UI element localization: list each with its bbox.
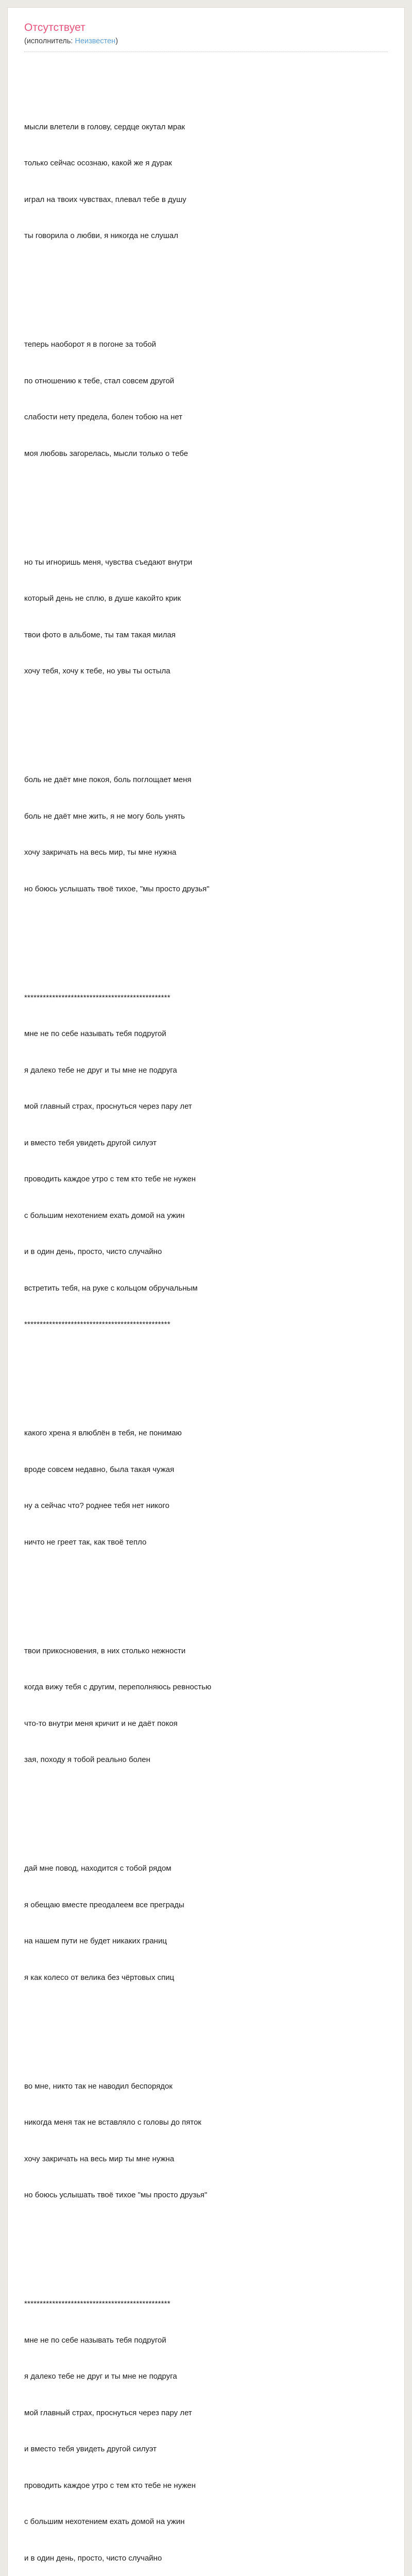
lyrics-line: зая, походу я тобой реально болен [24, 1755, 150, 1765]
lyrics-line: только сейчас осознаю, какой же я дурак [24, 159, 172, 168]
lyrics-line: играл на твоих чувствах, плевал тебе в душу [24, 195, 186, 204]
lyrics-line: боль не даёт мне жить, я не могу боль унять [24, 811, 185, 821]
artist-line [24, 37, 388, 52]
lyrics-stanza [24, 97, 388, 266]
lyrics-line: никогда меня так не вставляло с головы до пяток [24, 2118, 201, 2127]
lyrics-stanza [24, 1403, 388, 1572]
lyrics-line: ну а сейчас что? роднее тебя нет никого [24, 1501, 169, 1511]
lyrics-line: встретить тебя, на руке с кольцом обручальным [24, 1283, 198, 1293]
lyrics-line: и в один день, просто, чисто случайно [24, 2553, 162, 2563]
lyrics-line: мой главный страх, проснуться через пару лет [24, 1102, 192, 1111]
lyrics-line: проводить каждое утро с тем кто тебе не нужен [24, 1175, 196, 1184]
lyrics-line: по отношению к тебе, стал совсем другой [24, 376, 175, 385]
lyrics-line: боль не даёт мне покоя, боль поглощает меня [24, 775, 192, 785]
lyrics-line: я обещаю вместе преодалеем все преграды [24, 1900, 184, 1909]
lyrics-sheet [7, 7, 405, 2576]
lyrics-line: и в один день, просто, чисто случайно [24, 1247, 162, 1257]
artist-label: (исполнитель: [24, 37, 73, 46]
lyrics-line: твои прикосновения, в них столько нежности [24, 1646, 186, 1655]
lyrics-line: дай мне повод, находится с тобой рядом [24, 1864, 171, 1873]
lyrics-line: слабости нету предела, болен тобою на нет [24, 413, 183, 422]
lyrics-line: когда вижу тебя с другим, переполняюсь ревностью [24, 1683, 212, 1692]
lyrics-line: я далеко тебе не друг и ты мне не подруга [24, 1065, 177, 1075]
lyrics-separator: *********************************************** [24, 1320, 170, 1329]
lyrics-line: с большим нехотением ехать домой на ужин [24, 1211, 185, 1220]
lyrics-line: хочу закричать на весь мир, ты мне нужна [24, 848, 177, 857]
page-title: Отсутствует [24, 22, 85, 33]
lyrics-line: проводить каждое утро с тем кто тебе не нужен [24, 2481, 196, 2490]
lyrics-separator: *********************************************** [24, 993, 170, 1002]
lyrics-line: я далеко тебе не друг и ты мне не подруга [24, 2372, 177, 2381]
lyrics-stanza [24, 1838, 388, 2008]
lyrics-separator: *********************************************** [24, 2299, 170, 2309]
lyrics-line: мне не по себе называть тебя подругой [24, 1029, 166, 1039]
lyrics-line: хочу закричать на весь мир ты мне нужна [24, 2154, 175, 2163]
lyrics-line: с большим нехотением ехать домой на ужин [24, 2517, 185, 2527]
lyrics-line: мне не по себе называть тебя подругой [24, 2335, 166, 2345]
lyrics-stanza [24, 750, 388, 919]
lyrics-line: твои фото в альбоме, ты там такая милая [24, 630, 176, 639]
lyrics-line: ты говорила о любви, я никогда не слушал [24, 231, 178, 241]
lyrics-line: который день не сплю, в душе какойто крик [24, 594, 181, 603]
lyrics-line: но боюсь услышать твоё тихое "мы просто друзья" [24, 2191, 208, 2200]
lyrics-stanza-chorus [24, 968, 388, 1355]
lyrics-stanza [24, 1621, 388, 1790]
lyrics-line: я как колесо от велика без чёртовых спиц [24, 1973, 175, 1982]
lyrics-stanza [24, 314, 388, 484]
lyrics-line: и вместо тебя увидеть другой силуэт [24, 1138, 157, 1147]
lyrics-stanza [24, 532, 388, 702]
lyrics-line: что-то внутри меня кричит и не даёт покоя [24, 1719, 178, 1728]
lyrics-line: хочу тебя, хочу к тебе, но увы ты остыла [24, 667, 170, 676]
artist-close-paren: ) [115, 37, 118, 46]
lyrics-stanza [24, 2056, 388, 2226]
lyrics-line: на нашем пути не будет никаких границ [24, 1937, 167, 1946]
lyrics-line: и вместо тебя увидеть другой силуэт [24, 2445, 157, 2454]
lyrics-line: ничто не греет так, как твоё тепло [24, 1537, 147, 1547]
lyrics-stanza-chorus [24, 2274, 388, 2576]
lyrics-body [24, 60, 388, 2576]
lyrics-line: но ты игноришь меня, чувства съедают внутри [24, 557, 193, 567]
lyrics-line: во мне, никто так не наводил беспорядок [24, 2081, 173, 2091]
artist-link[interactable]: Неизвестен [75, 37, 116, 46]
lyrics-line: моя любовь загорелась, мысли только о тебе [24, 449, 188, 458]
lyrics-line: теперь наоборот я в погоне за тобой [24, 340, 157, 349]
lyrics-line: мысли влетели в голову, сердце окутал мрак [24, 122, 185, 131]
lyrics-line: вроде совсем недавно, была такая чужая [24, 1465, 175, 1474]
lyrics-line: какого хрена я влюблён в тебя, не понимаю [24, 1429, 182, 1438]
lyrics-line: мой главный страх, проснуться через пару лет [24, 2408, 192, 2417]
lyrics-line: но боюсь услышать твоё тихое, "мы просто друзья" [24, 884, 210, 893]
